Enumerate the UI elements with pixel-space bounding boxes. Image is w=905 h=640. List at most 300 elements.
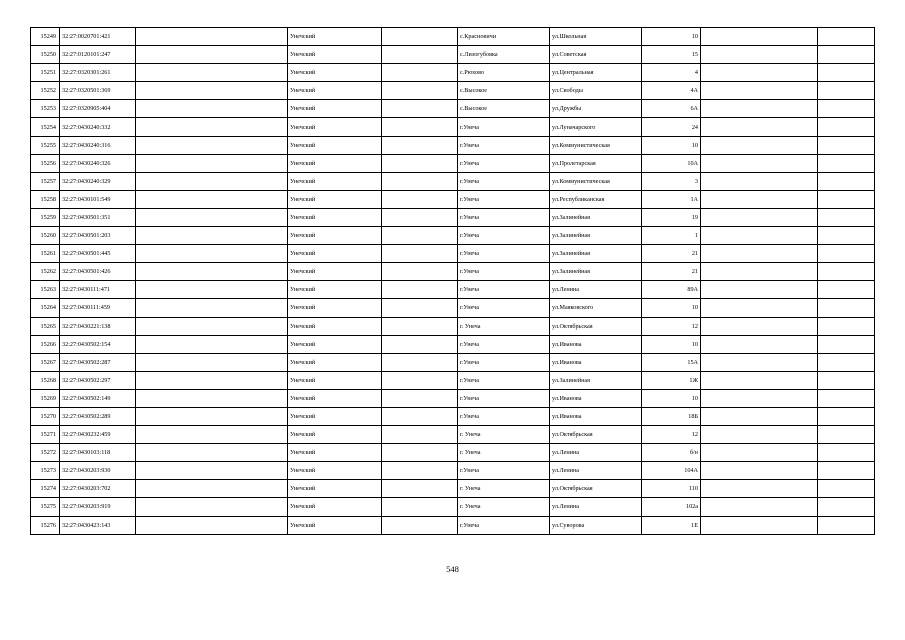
cell-empty xyxy=(136,136,288,154)
cell-empty xyxy=(701,64,818,82)
cell-house-number: 110 xyxy=(642,480,701,498)
cell-locality: г.Унеча xyxy=(458,462,550,480)
cell-empty xyxy=(136,28,288,46)
cell-record-number: 15255 xyxy=(31,136,60,154)
cell-street: ул.Залинейная xyxy=(550,208,642,226)
table-row xyxy=(31,281,875,299)
cell-empty xyxy=(382,335,458,353)
table-row xyxy=(31,263,875,281)
cell-empty xyxy=(701,227,818,245)
cell-record-number: 15261 xyxy=(31,245,60,263)
cell-empty xyxy=(701,281,818,299)
cell-empty xyxy=(382,444,458,462)
cell-street: ул.Пролетарская xyxy=(550,154,642,172)
cell-house-number: 1 xyxy=(642,227,701,245)
cell-district: Унечский xyxy=(288,208,382,226)
cell-record-number: 15262 xyxy=(31,263,60,281)
cell-street: ул.Иванова xyxy=(550,389,642,407)
cell-house-number: 24 xyxy=(642,118,701,136)
cell-empty xyxy=(701,317,818,335)
cell-empty xyxy=(818,172,875,190)
cell-empty xyxy=(818,498,875,516)
cell-empty xyxy=(136,82,288,100)
cell-street: ул.Иванова xyxy=(550,407,642,425)
cell-record-number: 15257 xyxy=(31,172,60,190)
table-row xyxy=(31,426,875,444)
cell-empty xyxy=(382,263,458,281)
table-row xyxy=(31,498,875,516)
cell-empty xyxy=(382,118,458,136)
table-row xyxy=(31,82,875,100)
cell-district: Унечский xyxy=(288,46,382,64)
cell-record-number: 15275 xyxy=(31,498,60,516)
cell-empty xyxy=(818,335,875,353)
cell-empty xyxy=(701,154,818,172)
cell-empty xyxy=(701,208,818,226)
cell-cadastral-number: 32:27:0430203:930 xyxy=(60,462,136,480)
cell-record-number: 15272 xyxy=(31,444,60,462)
cell-empty xyxy=(136,172,288,190)
cell-record-number: 15269 xyxy=(31,389,60,407)
cell-empty xyxy=(136,46,288,64)
cell-empty xyxy=(818,371,875,389)
cell-district: Унечский xyxy=(288,118,382,136)
cell-empty xyxy=(818,444,875,462)
cell-district: Унечский xyxy=(288,444,382,462)
cell-empty xyxy=(818,227,875,245)
cell-record-number: 15273 xyxy=(31,462,60,480)
cell-house-number: 4А xyxy=(642,82,701,100)
cell-house-number: 1А xyxy=(642,190,701,208)
cell-street: ул.Свободы xyxy=(550,82,642,100)
cell-street: ул.Ленина xyxy=(550,281,642,299)
cell-empty xyxy=(701,516,818,534)
cell-cadastral-number: 32:27:0430111:459 xyxy=(60,299,136,317)
cell-empty xyxy=(382,281,458,299)
cell-district: Унечский xyxy=(288,172,382,190)
cell-district: Унечский xyxy=(288,480,382,498)
cell-empty xyxy=(382,227,458,245)
cell-district: Унечский xyxy=(288,154,382,172)
cell-house-number: 10 xyxy=(642,28,701,46)
cell-empty xyxy=(136,299,288,317)
cell-record-number: 15256 xyxy=(31,154,60,172)
cell-district: Унечский xyxy=(288,371,382,389)
cell-empty xyxy=(382,299,458,317)
cell-empty xyxy=(701,407,818,425)
cell-district: Унечский xyxy=(288,281,382,299)
cell-locality: г.Унеча xyxy=(458,281,550,299)
cell-empty xyxy=(701,426,818,444)
cell-district: Унечский xyxy=(288,498,382,516)
cell-empty xyxy=(382,516,458,534)
cell-empty xyxy=(818,299,875,317)
cell-empty xyxy=(382,498,458,516)
cell-house-number: 102а xyxy=(642,498,701,516)
cell-cadastral-number: 32:27:0430111:471 xyxy=(60,281,136,299)
cell-empty xyxy=(382,317,458,335)
table-row xyxy=(31,462,875,480)
cell-record-number: 15260 xyxy=(31,227,60,245)
cell-record-number: 15252 xyxy=(31,82,60,100)
table-row xyxy=(31,154,875,172)
cell-cadastral-number: 32:27:0020701:421 xyxy=(60,28,136,46)
cell-locality: г.Унеча xyxy=(458,190,550,208)
table-row xyxy=(31,245,875,263)
cell-district: Унечский xyxy=(288,462,382,480)
cell-locality: с.Лизогубовка xyxy=(458,46,550,64)
cell-cadastral-number: 32:27:0430501:203 xyxy=(60,227,136,245)
cell-empty xyxy=(701,389,818,407)
cell-empty xyxy=(136,263,288,281)
cell-empty xyxy=(382,389,458,407)
cell-cadastral-number: 32:27:0430501:351 xyxy=(60,208,136,226)
cell-locality: г.Унеча xyxy=(458,245,550,263)
table-row xyxy=(31,389,875,407)
cell-street: ул.Октябрьская xyxy=(550,317,642,335)
cell-cadastral-number: 32:27:0320905:404 xyxy=(60,100,136,118)
cell-locality: г.Унеча xyxy=(458,136,550,154)
cell-record-number: 15253 xyxy=(31,100,60,118)
cell-street: ул.Суворова xyxy=(550,516,642,534)
cell-empty xyxy=(701,498,818,516)
cell-empty xyxy=(136,426,288,444)
cell-locality: г.Унеча xyxy=(458,516,550,534)
cell-record-number: 15276 xyxy=(31,516,60,534)
cell-cadastral-number: 32:27:0430423:143 xyxy=(60,516,136,534)
cell-cadastral-number: 32:27:0430203:702 xyxy=(60,480,136,498)
table-row xyxy=(31,46,875,64)
cell-street: ул.Маяковского xyxy=(550,299,642,317)
registry-table-container xyxy=(30,27,875,535)
cell-empty xyxy=(701,299,818,317)
cell-empty xyxy=(818,245,875,263)
table-row xyxy=(31,118,875,136)
cell-empty xyxy=(382,136,458,154)
cell-empty xyxy=(818,82,875,100)
cell-house-number: 1Ж xyxy=(642,371,701,389)
cell-locality: г. Унеча xyxy=(458,444,550,462)
table-row xyxy=(31,299,875,317)
cell-locality: г.Унеча xyxy=(458,407,550,425)
cell-street: ул.Советская xyxy=(550,46,642,64)
table-row xyxy=(31,317,875,335)
cell-empty xyxy=(382,28,458,46)
cell-empty xyxy=(701,444,818,462)
cell-house-number: 104А xyxy=(642,462,701,480)
cell-district: Унечский xyxy=(288,353,382,371)
cell-empty xyxy=(701,245,818,263)
cell-empty xyxy=(382,82,458,100)
cell-cadastral-number: 32:27:0430240:329 xyxy=(60,172,136,190)
cell-locality: г. Унеча xyxy=(458,498,550,516)
cell-empty xyxy=(382,64,458,82)
cell-cadastral-number: 32:27:0430240:326 xyxy=(60,154,136,172)
cell-cadastral-number: 32:27:0430103:118 xyxy=(60,444,136,462)
cell-locality: г.Унеча xyxy=(458,389,550,407)
cell-house-number: 21 xyxy=(642,263,701,281)
cell-empty xyxy=(136,353,288,371)
cell-house-number: 12 xyxy=(642,426,701,444)
cell-street: ул.Коммунистическая xyxy=(550,136,642,154)
cell-empty xyxy=(136,480,288,498)
cell-record-number: 15271 xyxy=(31,426,60,444)
table-row xyxy=(31,227,875,245)
cell-empty xyxy=(701,190,818,208)
cell-cadastral-number: 32:27:0430501:426 xyxy=(60,263,136,281)
cell-street: ул.Залинейная xyxy=(550,227,642,245)
cell-empty xyxy=(382,426,458,444)
cell-empty xyxy=(136,118,288,136)
table-row xyxy=(31,371,875,389)
cell-house-number: 10 xyxy=(642,335,701,353)
cell-empty xyxy=(701,353,818,371)
cell-empty xyxy=(382,245,458,263)
cell-street: ул.Октябрьская xyxy=(550,426,642,444)
cell-locality: с.Высокое xyxy=(458,82,550,100)
table-row xyxy=(31,208,875,226)
cell-empty xyxy=(701,100,818,118)
cell-cadastral-number: 32:27:0430502:287 xyxy=(60,353,136,371)
cell-empty xyxy=(701,335,818,353)
cell-house-number: 19 xyxy=(642,208,701,226)
cell-empty xyxy=(701,136,818,154)
cell-empty xyxy=(136,462,288,480)
cell-empty xyxy=(382,353,458,371)
cell-locality: г.Унеча xyxy=(458,172,550,190)
cell-empty xyxy=(136,444,288,462)
cell-street: ул.Иванова xyxy=(550,353,642,371)
cell-locality: г.Унеча xyxy=(458,263,550,281)
cell-cadastral-number: 32:27:0430232:459 xyxy=(60,426,136,444)
cell-record-number: 15250 xyxy=(31,46,60,64)
cell-record-number: 15258 xyxy=(31,190,60,208)
cell-empty xyxy=(818,480,875,498)
cell-house-number: б/н xyxy=(642,444,701,462)
cell-empty xyxy=(818,154,875,172)
table-body xyxy=(31,28,875,535)
cell-empty xyxy=(382,100,458,118)
table-row xyxy=(31,407,875,425)
cell-empty xyxy=(818,426,875,444)
cell-empty xyxy=(818,190,875,208)
cell-locality: с.Красновичи xyxy=(458,28,550,46)
cell-street: ул.Коммунистическая xyxy=(550,172,642,190)
cell-record-number: 15268 xyxy=(31,371,60,389)
cell-empty xyxy=(701,28,818,46)
cell-empty xyxy=(136,190,288,208)
cell-street: ул.Дружбы xyxy=(550,100,642,118)
cell-street: ул.Республиканская xyxy=(550,190,642,208)
cell-empty xyxy=(701,118,818,136)
cell-empty xyxy=(136,389,288,407)
cell-empty xyxy=(136,371,288,389)
cell-district: Унечский xyxy=(288,407,382,425)
cell-street: ул.Залинейная xyxy=(550,263,642,281)
cell-locality: г.Унеча xyxy=(458,371,550,389)
cell-street: ул.Октябрьская xyxy=(550,480,642,498)
cell-cadastral-number: 32:27:0430101:549 xyxy=(60,190,136,208)
cell-house-number: 21 xyxy=(642,245,701,263)
cell-district: Унечский xyxy=(288,136,382,154)
cell-locality: г.Унеча xyxy=(458,208,550,226)
cell-empty xyxy=(136,281,288,299)
cell-district: Унечский xyxy=(288,335,382,353)
cell-cadastral-number: 32:27:0120101:247 xyxy=(60,46,136,64)
cell-district: Унечский xyxy=(288,190,382,208)
cell-empty xyxy=(136,498,288,516)
cell-house-number: 15 xyxy=(642,46,701,64)
cell-house-number: 10А xyxy=(642,154,701,172)
cell-street: ул.Луначарского xyxy=(550,118,642,136)
cell-empty xyxy=(382,407,458,425)
table-row xyxy=(31,516,875,534)
cell-street: ул.Залинейная xyxy=(550,371,642,389)
cell-empty xyxy=(818,136,875,154)
cell-empty xyxy=(818,389,875,407)
cell-empty xyxy=(382,462,458,480)
cell-house-number: 12 xyxy=(642,317,701,335)
cell-district: Унечский xyxy=(288,28,382,46)
cell-empty xyxy=(382,371,458,389)
cell-empty xyxy=(136,154,288,172)
page-number: 548 xyxy=(446,564,459,574)
cell-district: Унечский xyxy=(288,64,382,82)
cell-district: Унечский xyxy=(288,100,382,118)
cell-district: Унечский xyxy=(288,389,382,407)
cell-empty xyxy=(818,516,875,534)
cell-cadastral-number: 32:27:0430240:316 xyxy=(60,136,136,154)
cell-district: Унечский xyxy=(288,317,382,335)
cell-locality: г.Унеча xyxy=(458,118,550,136)
cell-empty xyxy=(818,263,875,281)
cell-street: ул.Иванова xyxy=(550,335,642,353)
cell-cadastral-number: 32:27:0430240:332 xyxy=(60,118,136,136)
cell-empty xyxy=(382,480,458,498)
cell-street: ул.Школьная xyxy=(550,28,642,46)
cell-street: ул.Залинейная xyxy=(550,245,642,263)
cell-empty xyxy=(136,317,288,335)
cell-empty xyxy=(701,46,818,64)
cell-locality: с.Высокое xyxy=(458,100,550,118)
cell-record-number: 15274 xyxy=(31,480,60,498)
cell-record-number: 15251 xyxy=(31,64,60,82)
cell-house-number: 10 xyxy=(642,389,701,407)
cell-empty xyxy=(136,407,288,425)
cell-locality: г.Унеча xyxy=(458,227,550,245)
cell-district: Унечский xyxy=(288,299,382,317)
cell-house-number: 15А xyxy=(642,353,701,371)
registry-table xyxy=(30,27,875,535)
cell-record-number: 15254 xyxy=(31,118,60,136)
cell-house-number: 3 xyxy=(642,172,701,190)
table-row xyxy=(31,100,875,118)
cell-empty xyxy=(818,407,875,425)
cell-empty xyxy=(818,28,875,46)
cell-record-number: 15249 xyxy=(31,28,60,46)
cell-cadastral-number: 32:27:0320501:369 xyxy=(60,82,136,100)
cell-empty xyxy=(701,82,818,100)
cell-empty xyxy=(701,263,818,281)
cell-cadastral-number: 32:27:0430502:297 xyxy=(60,371,136,389)
cell-empty xyxy=(382,190,458,208)
table-row xyxy=(31,172,875,190)
cell-district: Унечский xyxy=(288,263,382,281)
cell-record-number: 15264 xyxy=(31,299,60,317)
cell-locality: г. Унеча xyxy=(458,426,550,444)
cell-locality: г. Унеча xyxy=(458,317,550,335)
cell-record-number: 15263 xyxy=(31,281,60,299)
cell-locality: г. Унеча xyxy=(458,480,550,498)
cell-empty xyxy=(701,172,818,190)
table-row xyxy=(31,353,875,371)
cell-locality: г.Унеча xyxy=(458,353,550,371)
table-row xyxy=(31,335,875,353)
cell-street: ул.Ленина xyxy=(550,462,642,480)
table-row xyxy=(31,136,875,154)
cell-record-number: 15265 xyxy=(31,317,60,335)
cell-empty xyxy=(818,64,875,82)
cell-house-number: 89А xyxy=(642,281,701,299)
cell-cadastral-number: 32:27:0430502:154 xyxy=(60,335,136,353)
cell-empty xyxy=(701,480,818,498)
cell-empty xyxy=(136,335,288,353)
cell-house-number: 18Б xyxy=(642,407,701,425)
cell-cadastral-number: 32:27:0430203:919 xyxy=(60,498,136,516)
cell-house-number: 1Е xyxy=(642,516,701,534)
cell-cadastral-number: 32:27:0430502:149 xyxy=(60,389,136,407)
cell-empty xyxy=(136,100,288,118)
cell-empty xyxy=(136,227,288,245)
cell-street: ул.Ленина xyxy=(550,498,642,516)
table-row xyxy=(31,444,875,462)
cell-empty xyxy=(136,245,288,263)
cell-street: ул.Ленина xyxy=(550,444,642,462)
cell-locality: с.Рюхово xyxy=(458,64,550,82)
cell-locality: г.Унеча xyxy=(458,299,550,317)
cell-empty xyxy=(136,516,288,534)
cell-locality: г.Унеча xyxy=(458,154,550,172)
cell-empty xyxy=(818,281,875,299)
table-row xyxy=(31,190,875,208)
cell-cadastral-number: 32:27:0430221:138 xyxy=(60,317,136,335)
cell-empty xyxy=(382,46,458,64)
cell-empty xyxy=(818,118,875,136)
cell-house-number: 6А xyxy=(642,100,701,118)
cell-record-number: 15266 xyxy=(31,335,60,353)
cell-empty xyxy=(382,172,458,190)
cell-record-number: 15259 xyxy=(31,208,60,226)
cell-empty xyxy=(701,462,818,480)
cell-district: Унечский xyxy=(288,82,382,100)
cell-empty xyxy=(818,353,875,371)
cell-district: Унечский xyxy=(288,227,382,245)
cell-empty xyxy=(136,208,288,226)
cell-district: Унечский xyxy=(288,426,382,444)
cell-empty xyxy=(701,371,818,389)
cell-empty xyxy=(818,46,875,64)
cell-empty xyxy=(818,317,875,335)
cell-empty xyxy=(818,100,875,118)
cell-house-number: 10 xyxy=(642,136,701,154)
cell-empty xyxy=(136,64,288,82)
cell-district: Унечский xyxy=(288,245,382,263)
cell-empty xyxy=(382,208,458,226)
table-row xyxy=(31,480,875,498)
table-row xyxy=(31,28,875,46)
cell-cadastral-number: 32:27:0430502:289 xyxy=(60,407,136,425)
cell-locality: г.Унеча xyxy=(458,335,550,353)
